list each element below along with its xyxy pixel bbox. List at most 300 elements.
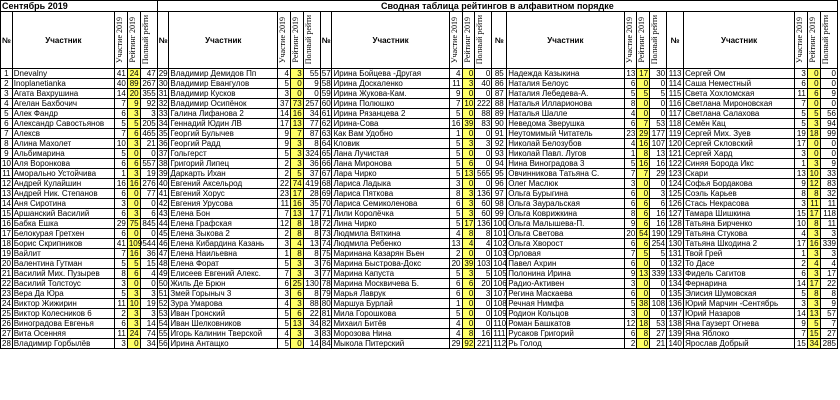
- participant-name: Сергей Ом: [684, 69, 795, 79]
- full-rating-value: 3: [140, 289, 157, 299]
- participant-name: Галина Лифанова 2: [169, 109, 278, 119]
- participation-count: 3: [624, 179, 637, 189]
- rating-value: 15: [807, 329, 820, 339]
- column-header-full-rating: [820, 12, 837, 69]
- participation-count: 6: [449, 279, 462, 289]
- participant-name: Вита Осенняя: [12, 329, 114, 339]
- rating-value: 54: [637, 229, 650, 239]
- rating-value: 3: [290, 139, 303, 149]
- rating-value: 16: [290, 109, 303, 119]
- participation-count: 1: [278, 249, 291, 259]
- participation-count: 5: [278, 259, 291, 269]
- participant-name: Нина Виноградова 3: [507, 159, 624, 169]
- row-number: 18: [2, 239, 11, 248]
- full-rating-value: 55: [303, 69, 320, 79]
- row-number: 41: [158, 189, 168, 198]
- row-number: 93: [492, 149, 507, 159]
- column-header-participation: [795, 12, 808, 69]
- rating-value: 3: [127, 109, 140, 119]
- participation-count: 4: [449, 229, 462, 239]
- full-rating-value: 0: [475, 89, 492, 99]
- participant-name: Бабка Ешка: [12, 219, 114, 229]
- participation-count: 5: [115, 119, 128, 129]
- full-rating-value: 83: [820, 179, 837, 189]
- participation-count: 8: [795, 189, 808, 199]
- participation-count: 11: [278, 199, 291, 209]
- participant-name: Иван Шелковников: [169, 319, 278, 329]
- participation-count: 20: [624, 229, 637, 239]
- row-number: 26: [2, 319, 11, 328]
- participant-name: Мила Горошкова: [332, 309, 449, 319]
- row-number: 49: [158, 269, 168, 278]
- participant-name: Иван Гронский: [169, 309, 278, 319]
- row-number: 119: [667, 129, 684, 139]
- full-rating-value: 0: [475, 69, 492, 79]
- rating-value: 7: [637, 169, 650, 179]
- full-rating-value: 34: [140, 339, 157, 349]
- participation-count: 3: [115, 279, 128, 289]
- full-rating-value: 6: [140, 209, 157, 219]
- full-rating-value: 0: [650, 289, 667, 299]
- participant-name: Полонина Ирина: [507, 269, 624, 279]
- participant-name: Борис Скрипников: [12, 239, 114, 249]
- full-rating-value: 11: [820, 219, 837, 229]
- full-rating-value: 845: [140, 219, 157, 229]
- rating-value: 0: [462, 179, 475, 189]
- participation-count: 15: [795, 209, 808, 219]
- participant-name: Агелан Бахбочич: [12, 99, 114, 109]
- participation-count: 6: [115, 209, 128, 219]
- rating-value: 74: [290, 179, 303, 189]
- participation-count: 7: [115, 249, 128, 259]
- row-number: 53: [158, 309, 168, 318]
- full-rating-value: 13: [303, 239, 320, 249]
- participation-count: 5: [278, 319, 291, 329]
- row-number: 136: [668, 299, 682, 308]
- participation-count: 10: [795, 219, 808, 229]
- column-header-participation-label: Участие 2019: [449, 16, 459, 64]
- row-number: 123: [668, 169, 682, 178]
- row-number: 107: [493, 289, 507, 298]
- column-header-name: Участник: [169, 12, 278, 69]
- row-number: 67: [321, 169, 331, 178]
- full-rating-value: 5: [475, 269, 492, 279]
- column-header-name: Участник: [684, 12, 795, 69]
- participant-name: Родион Кольцов: [507, 309, 624, 319]
- participation-count: 5: [278, 79, 291, 89]
- participant-name: Елена Кибардина Казань: [169, 239, 278, 249]
- full-rating-value: 0: [650, 99, 667, 109]
- rating-value: 0: [807, 99, 820, 109]
- rating-value: 12: [807, 179, 820, 189]
- rating-value: 75: [127, 219, 140, 229]
- full-rating-value: 19: [140, 169, 157, 179]
- rating-value: 0: [637, 179, 650, 189]
- full-rating-value: 324: [303, 149, 320, 159]
- rating-value: 5: [807, 319, 820, 329]
- participation-count: 5: [795, 289, 808, 299]
- participation-count: 15: [795, 339, 808, 349]
- row-number: 104: [493, 259, 507, 268]
- row-number: 84: [321, 339, 331, 348]
- participant-name: Елисеев Евгений Алекс.: [169, 269, 278, 279]
- participant-name: Ольга Хворост: [507, 239, 624, 249]
- full-rating-value: 3: [303, 259, 320, 269]
- full-rating-value: 36: [303, 159, 320, 169]
- column-header-full-rating-label: Полный рейти: [820, 15, 830, 65]
- participation-count: 2: [795, 259, 808, 269]
- row-number: 82: [321, 319, 331, 328]
- column-header-rating: [127, 12, 140, 69]
- table-body: [1, 69, 838, 349]
- full-rating-value: 3: [475, 289, 492, 299]
- full-rating-value: 0: [475, 319, 492, 329]
- table-row: [1, 249, 838, 259]
- participant-name: Алексв: [12, 129, 114, 139]
- row-number: 60: [321, 99, 331, 108]
- participation-count: 6: [449, 289, 462, 299]
- participant-name: Сергей Скловский: [684, 139, 795, 149]
- column-header-no: №: [1, 12, 13, 69]
- participant-name: Скари: [684, 169, 795, 179]
- participant-name: Рь Голод: [507, 339, 624, 349]
- participation-count: 41: [115, 69, 128, 79]
- participant-name: Татьяна Стукова: [684, 229, 795, 239]
- participant-name: Марья Лаврук: [332, 289, 449, 299]
- row-number: 106: [493, 279, 507, 288]
- full-rating-value: 177: [650, 129, 667, 139]
- participation-count: 14: [115, 89, 128, 99]
- participant-name: Марина Москвичева Б.: [332, 279, 449, 289]
- participation-count: 5: [795, 109, 808, 119]
- participant-name: Агата Вахрушина: [12, 89, 114, 99]
- participant-name: Василий Толстоус: [12, 279, 114, 289]
- participation-count: 1: [795, 159, 808, 169]
- rating-value: 13: [290, 209, 303, 219]
- full-rating-value: 3: [650, 189, 667, 199]
- participant-name: Зура Умарова: [169, 299, 278, 309]
- column-header-participation-label: Участие 2019: [795, 16, 804, 64]
- participation-count: 10: [115, 139, 128, 149]
- row-number: 134: [668, 279, 682, 288]
- full-rating-value: 107: [650, 139, 667, 149]
- column-header-full-rating-label: Полный рейти: [303, 15, 313, 65]
- rating-value: 109: [128, 239, 143, 248]
- column-header-row: [1, 12, 838, 69]
- rating-value: 6: [807, 89, 820, 99]
- participation-count: 6: [624, 189, 637, 199]
- column-header-rating: [462, 12, 475, 69]
- row-number: 12: [2, 179, 11, 188]
- row-number: 130: [668, 239, 682, 248]
- participation-count: 7: [624, 169, 637, 179]
- row-number: 115: [667, 89, 684, 99]
- column-header-participation: [278, 12, 291, 69]
- table-row: [1, 139, 838, 149]
- row-number: 103: [493, 249, 507, 258]
- participation-count: 5: [449, 269, 462, 279]
- row-number: 88: [492, 99, 507, 109]
- participation-count: 6: [624, 199, 637, 209]
- table-row: [1, 339, 838, 349]
- table-row: [1, 329, 838, 339]
- rating-value: 0: [637, 289, 650, 299]
- participation-count: 4: [449, 329, 462, 339]
- full-rating-value: 74: [140, 329, 157, 339]
- rating-value: 16: [127, 249, 140, 259]
- row-number: 59: [321, 89, 331, 98]
- table-row: [1, 179, 838, 189]
- full-rating-value: 60: [475, 199, 492, 209]
- row-number: 86: [492, 79, 507, 89]
- participant-name: Владимир Евангулов: [169, 79, 278, 89]
- rating-value: 25: [290, 279, 303, 289]
- rating-value: 92: [462, 339, 475, 349]
- full-rating-value: 0: [475, 179, 492, 189]
- row-number: 92: [492, 139, 507, 149]
- rating-value: 0: [637, 339, 650, 349]
- column-header-no: №: [667, 12, 684, 69]
- full-rating-value: 565: [475, 169, 492, 179]
- full-rating-value: 0: [650, 109, 667, 119]
- participation-count: 4: [449, 319, 462, 329]
- rating-value: 39: [462, 119, 475, 129]
- row-number: 15: [2, 209, 11, 218]
- row-number: 8: [1, 139, 13, 149]
- participant-name: Елена Форат: [169, 259, 278, 269]
- rating-value: 3: [127, 289, 140, 299]
- participation-count: 7: [278, 209, 291, 219]
- full-rating-value: 53: [650, 119, 667, 129]
- rating-value: 16: [637, 139, 650, 149]
- participant-name: Сергей Хард: [684, 149, 795, 159]
- full-rating-value: 7: [820, 319, 837, 329]
- rating-value: 10: [127, 299, 140, 309]
- full-rating-value: 190: [650, 229, 667, 239]
- participant-name: Белокурая Гретхен: [12, 229, 114, 239]
- row-number: 7: [1, 129, 13, 139]
- participant-name: Григорий Липец: [169, 159, 278, 169]
- row-number: 17: [2, 229, 11, 238]
- participation-count: 6: [115, 229, 128, 239]
- participation-count: 2: [624, 339, 637, 349]
- participation-count: 8: [449, 189, 462, 199]
- full-rating-value: 17: [820, 269, 837, 279]
- participation-count: 22: [278, 179, 291, 189]
- row-number: 9: [1, 149, 13, 159]
- full-rating-value: 0: [475, 129, 492, 139]
- rating-value: 0: [462, 149, 475, 159]
- participation-count: 19: [795, 129, 808, 139]
- participant-name: Наталия Белоус: [507, 79, 624, 89]
- full-rating-value: 136: [475, 189, 492, 199]
- participation-count: 7: [795, 99, 808, 109]
- row-number: 78: [321, 279, 331, 288]
- full-rating-value: 92: [140, 99, 157, 109]
- full-rating-value: 257: [303, 99, 320, 109]
- table-row: [1, 239, 838, 249]
- column-header-rating: [637, 12, 650, 69]
- row-number: 50: [158, 279, 168, 288]
- full-rating-value: 19: [140, 299, 157, 309]
- row-number: 97: [492, 189, 507, 199]
- row-number: 68: [321, 179, 331, 188]
- full-rating-value: 16: [650, 209, 667, 219]
- participation-count: 14: [795, 309, 808, 319]
- full-rating-value: 8: [303, 229, 320, 239]
- participant-name: Гольгерст: [169, 149, 278, 159]
- participant-name: Жиль Де Брюн: [169, 279, 278, 289]
- row-number: 48: [158, 259, 168, 268]
- full-rating-value: 9: [820, 89, 837, 99]
- column-header-name: Участник: [332, 12, 449, 69]
- participant-name: Ирина Бойцева -Другая: [332, 69, 449, 79]
- participation-count: 5: [449, 169, 462, 179]
- participation-count: 23: [278, 189, 291, 199]
- participant-name: Елена Графская: [169, 219, 278, 229]
- table-row: [1, 289, 838, 299]
- row-number: 20: [2, 259, 11, 268]
- row-number: 33: [158, 109, 168, 118]
- rating-value: 29: [637, 129, 650, 139]
- table-row: [1, 149, 838, 159]
- row-number: 62: [321, 119, 331, 128]
- participant-name: Как Вам Удобно: [332, 129, 449, 139]
- table-row: [1, 299, 838, 309]
- table-row: [1, 129, 838, 139]
- row-number: 74: [321, 239, 331, 248]
- row-number: 21: [2, 269, 11, 278]
- participant-name: Марина Быстрова-Докс: [332, 259, 449, 269]
- participation-count: 11: [449, 79, 462, 89]
- rating-value: 0: [290, 79, 303, 89]
- participant-name: Ирина Жукова-Кам.: [332, 89, 449, 99]
- row-number: 77: [321, 269, 331, 278]
- row-number: 90: [492, 119, 507, 129]
- rating-value: 13: [462, 169, 475, 179]
- rating-value: 18: [637, 319, 650, 329]
- participation-count: 9: [624, 269, 637, 279]
- full-rating-value: 0: [650, 79, 667, 89]
- row-number: 29: [158, 69, 168, 78]
- column-header-rating-label: Рейтинг 2019: [127, 17, 137, 63]
- participant-name: Аля Воронкова: [12, 159, 114, 169]
- rating-value: 17: [807, 279, 820, 289]
- row-number: 111: [493, 329, 506, 338]
- full-rating-value: 0: [820, 139, 837, 149]
- rating-value: 17: [462, 219, 475, 229]
- rating-value: 4: [290, 239, 303, 249]
- full-rating-value: 8: [303, 289, 320, 299]
- participant-name: Сергей Мих. Зуев: [684, 129, 795, 139]
- row-number: 42: [158, 199, 168, 208]
- column-header-full-rating: [475, 12, 492, 69]
- participation-count: 7: [115, 129, 128, 139]
- rating-value: 39: [462, 259, 475, 269]
- participation-count: 4: [449, 69, 462, 79]
- participant-name: Орловая: [507, 249, 624, 259]
- row-number: 5: [1, 109, 13, 119]
- participation-count: 1: [795, 249, 808, 259]
- participation-count: 23: [624, 129, 637, 139]
- rating-value: 0: [290, 89, 303, 99]
- full-rating-value: 0: [650, 279, 667, 289]
- rating-value: 0: [462, 249, 475, 259]
- rating-value: 0: [462, 69, 475, 79]
- rating-value: 3: [462, 199, 475, 209]
- rating-value: 0: [127, 149, 140, 159]
- full-rating-value: 339: [820, 239, 837, 249]
- row-number: 96: [492, 179, 507, 189]
- full-rating-value: 37: [303, 169, 320, 179]
- participation-count: 12: [278, 219, 291, 229]
- participation-count: 3: [795, 69, 808, 79]
- participant-name: Синяя Борода Икс: [684, 159, 795, 169]
- rating-value: 3: [127, 209, 140, 219]
- row-number: 58: [321, 79, 331, 88]
- participation-count: 16: [115, 179, 128, 189]
- full-rating-value: 9: [820, 159, 837, 169]
- full-rating-value: 4: [475, 239, 492, 249]
- row-number: 75: [321, 249, 331, 258]
- column-header-full-rating: [303, 12, 320, 69]
- row-number: 94: [492, 159, 507, 169]
- row-number: 45: [158, 229, 168, 238]
- participation-count: 3: [449, 179, 462, 189]
- row-number: 76: [321, 259, 331, 268]
- rating-value: 13: [807, 309, 820, 319]
- row-number: 43: [158, 209, 168, 218]
- column-header-no: №: [492, 12, 507, 69]
- participant-name: Алек Фандр: [12, 109, 114, 119]
- participant-name: Владимир Горбылёв: [12, 339, 114, 349]
- participant-name: Фидель Сагитов: [684, 269, 795, 279]
- row-number: 98: [492, 199, 507, 209]
- table-row: [1, 219, 838, 229]
- rating-value: 6: [462, 279, 475, 289]
- participation-count: 13: [624, 69, 637, 79]
- row-number: 85: [492, 69, 507, 79]
- participation-count: 6: [624, 259, 637, 269]
- participant-name: Павел Ахрин: [507, 259, 624, 269]
- row-number: 61: [321, 109, 331, 118]
- full-rating-value: 36: [140, 249, 157, 259]
- row-number: 81: [321, 309, 331, 318]
- row-number: 57: [321, 69, 331, 78]
- participation-count: 3: [624, 309, 637, 319]
- rating-value: 3: [290, 259, 303, 269]
- participation-count: 5: [624, 299, 637, 309]
- full-rating-value: 77: [303, 119, 320, 129]
- full-rating-value: 3: [475, 139, 492, 149]
- rating-value: 6: [127, 129, 140, 139]
- rating-value: 6: [637, 239, 650, 249]
- full-rating-value: 0: [650, 309, 667, 319]
- full-rating-value: 419: [303, 179, 320, 189]
- full-rating-value: 33: [820, 169, 837, 179]
- table-row: [1, 209, 838, 219]
- table-row: [1, 109, 838, 119]
- participant-name: Валентина Гутман: [12, 259, 114, 269]
- participant-name: Неведома Зверушка: [507, 119, 624, 129]
- participant-name: Элисия Шумовская: [684, 289, 795, 299]
- row-number: 65: [321, 149, 331, 158]
- participation-count: 29: [449, 339, 462, 349]
- rating-value: 3: [807, 119, 820, 129]
- column-header-full-rating: [650, 12, 667, 69]
- participant-name: Ольга Коврижкина: [507, 209, 624, 219]
- full-rating-value: 3: [820, 249, 837, 259]
